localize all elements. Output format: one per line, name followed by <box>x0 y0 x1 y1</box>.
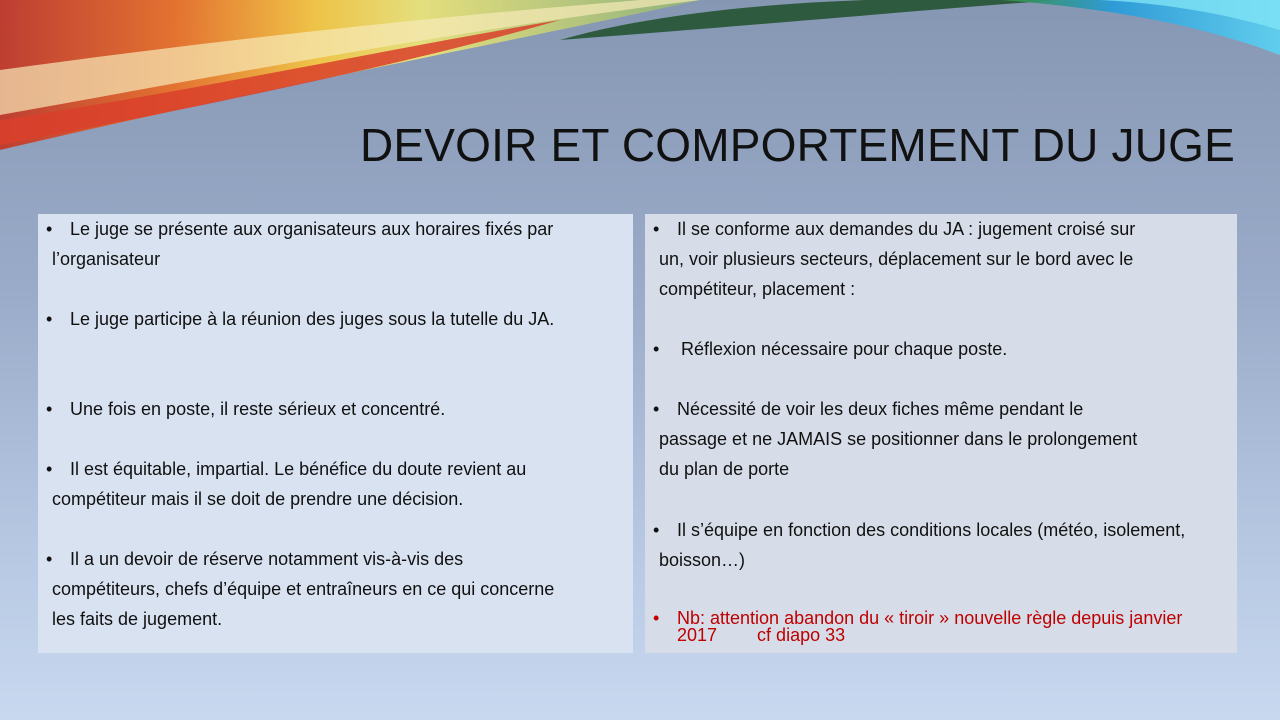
left-content-panel <box>38 214 633 653</box>
bullet-item <box>38 454 633 514</box>
bullet-text: Il se conforme aux demandes du JA : jugement croisé sur un, voir plusieurs secteurs, déplacement sur le bord avec le compétiteur, placement : <box>659 219 1136 300</box>
bullet-item <box>645 334 1237 364</box>
bullet-glyph: • <box>653 608 660 628</box>
bullet-text: Le juge se présente aux organisateurs aux horaires fixés par l’organisateur <box>52 219 554 270</box>
bullet-glyph: • <box>46 309 53 329</box>
bullet-glyph: • <box>653 339 660 359</box>
bullet-glyph: • <box>46 399 53 419</box>
bullet-text: Le juge participe à la réunion des juges sous la tutelle du JA. <box>70 309 555 329</box>
bullet-glyph: • <box>653 399 660 419</box>
bullet-glyph: • <box>46 219 53 239</box>
bullet-glyph: • <box>46 459 53 479</box>
bullet-text: Nécessité de voir les deux fiches même pendant le passage et ne JAMAIS se positionner dans le prolongement du plan de porte <box>659 399 1138 480</box>
slide-title: DEVOIR ET COMPORTEMENT DU JUGE <box>360 119 1235 171</box>
bullet-glyph: • <box>653 219 660 239</box>
bullet-item <box>645 515 1237 575</box>
highlight-bullet-text: Nb: attention abandon du « tiroir » nouvelle règle depuis janvier 2017 cf diapo 33 <box>677 608 1188 645</box>
bullet-glyph: • <box>46 549 53 569</box>
bullet-item <box>38 304 633 334</box>
bullet-item <box>645 214 1237 305</box>
bullet-item <box>38 214 633 274</box>
bullet-text: Réflexion nécessaire pour chaque poste. <box>681 339 1008 359</box>
bullet-item <box>38 544 633 635</box>
bullet-item <box>38 394 633 424</box>
bullet-text: Il est équitable, impartial. Le bénéfice du doute revient au compétiteur mais il se doit de prendre une décision. <box>52 459 527 510</box>
bullet-item <box>645 394 1237 485</box>
bullet-text: Il a un devoir de réserve notamment vis-à-vis des compétiteurs, chefs d’équipe et entraîneurs en ce qui concerne les faits de jugement. <box>52 549 555 630</box>
highlight-bullet-item <box>645 610 1237 644</box>
bullet-glyph: • <box>653 520 660 540</box>
bullet-text: Il s’équipe en fonction des conditions locales (météo, isolement, boisson…) <box>659 520 1186 571</box>
bullet-text: Une fois en poste, il reste sérieux et concentré. <box>70 399 446 419</box>
right-content-panel <box>645 214 1237 653</box>
